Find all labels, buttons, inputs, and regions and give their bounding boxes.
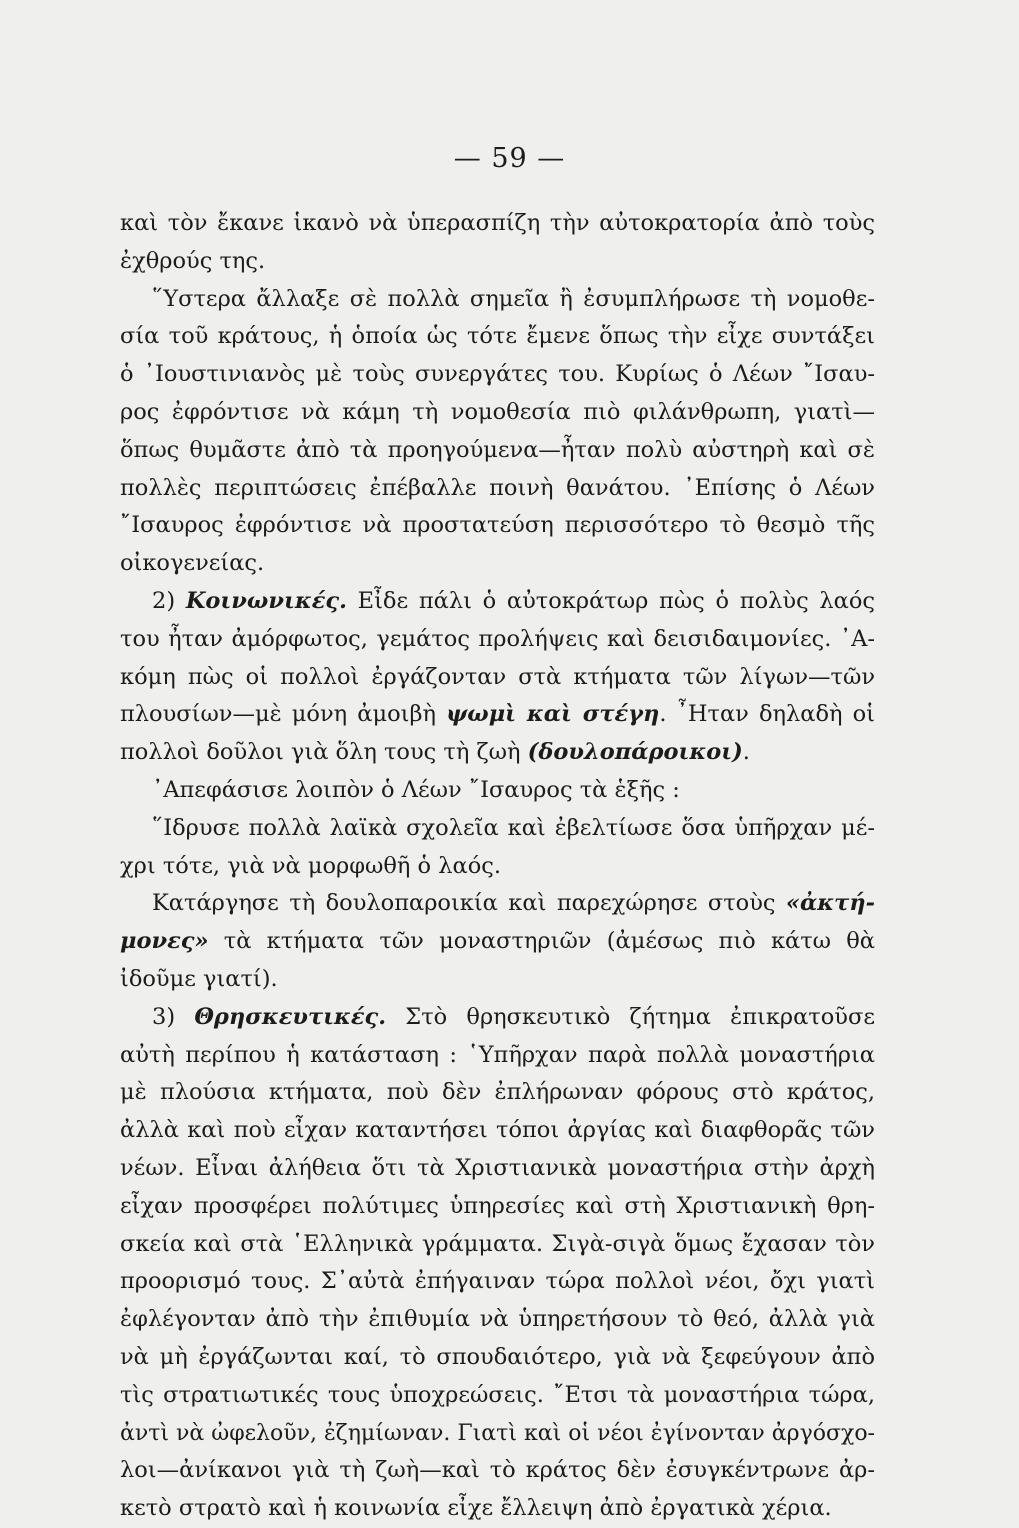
body-text [120,205,875,1528]
text-line [120,1150,875,1188]
text-run: ἀντὶ νὰ ὠφελοῦν, ἐζημίωναν. Γιατὶ καὶ οἱ νέοι ἐγίνονταν ἀργόσχο- [120,1420,875,1446]
text-run: 3) [152,1003,195,1030]
text-line [120,507,875,545]
text-run: ὁ ᾽Ιουστινιανὸς μὲ τοὺς συνεργάτες του. Κυρίως ὁ Λέων ῎Ισαυ- [120,361,875,388]
text-line [120,659,875,697]
text-run: ῞Υστερα ἄλλαξε σὲ πολλὰ σημεῖα ἢ ἐσυμπλήρωσε τὴ νομοθε- [152,285,875,312]
text-run: εἶχαν προσφέρει πολύτιμες ὑπηρεσίες καὶ στὴ Χριστιανικὴ θρη- [120,1192,875,1219]
text-line [120,923,875,961]
text-line [120,1339,875,1377]
text-run: ἐχθρούς της. [120,247,266,274]
text-line [120,1188,875,1226]
text-run: ῞Ιδρυσε πολλὰ λαϊκὰ σχολεῖα καὶ ἐβελτίωσε ὅσα ὑπῆρχαν μέ- [152,814,875,841]
text-line [120,734,875,772]
text-line [120,1074,875,1112]
text-line [120,1377,875,1415]
text-run: λοι—ἀνίκανοι γιὰ τὴ ζωὴ—καὶ τὸ κράτος δὲν ἐσυγκέντρωνε ἀρ- [120,1457,875,1484]
text-line [120,810,875,848]
text-run: πολλὲς περιπτώσεις ἐπέβαλλε ποινὴ θανάτου. ᾽Επίσης ὁ Λέων [120,474,875,501]
text-run: . [742,739,750,766]
text-run: ἐφλέγονταν ἀπὸ τὴν ἐπιθυμία νὰ ὑπηρετήσουν τὸ θεό, ἀλλὰ γιὰ [120,1306,875,1333]
page-number: — 59 — [453,143,566,174]
emphasis-text: ψωμὶ καὶ στέγη [446,701,660,728]
text-line [120,848,875,886]
text-line [120,318,875,356]
text-run: σκεία καὶ στὰ ῾Ελληνικὰ γράμματα. Σιγὰ-σιγὰ ὅμως ἔχασαν τὸν [120,1230,875,1257]
text-line [120,432,875,470]
text-run: Εἶδε πάλι ὁ αὐτοκράτωρ πὼς ὁ πολὺς λαός [346,587,876,614]
text-line [120,1490,875,1528]
text-run: κόμη πὼς οἱ πολλοὶ ἐργάζονταν στὰ κτήματα τῶν λίγων—τῶν [120,663,875,690]
text-run: κετὸ στρατὸ καὶ ἡ κοινωνία εἶχε ἔλλειψη ἀπὸ ἐργατικὰ χέρια. [120,1495,832,1522]
text-run: νὰ μὴ ἐργάζωνται καί, τὸ σπουδαιότερο, γιὰ νὰ ξεφεύγουν ἀπὸ [120,1343,875,1370]
text-line [120,205,875,243]
text-run: ᾽Απεφάσισε λοιπὸν ὁ Λέων ῎Ισαυρος τὰ ἑξῆς : [152,776,680,803]
text-run: Κατάργησε τὴ δουλοπαροικία καὶ παρεχώρησε στοὺς [152,890,786,917]
text-run: Στὸ θρησκευτικὸ ζήτημα ἐπικρατοῦσε [386,1003,875,1030]
text-run: ῎Ισαυρος ἐφρόντισε νὰ προστατεύση περισσότερο τὸ θεσμὸ τῆς [120,512,875,539]
text-run: ἰδοῦμε γιατί). [120,965,278,992]
text-run: ρος ἐφρόντισε νὰ κάμη τὴ νομοθεσία πιὸ φιλάνθρωπη, γιατὶ— [120,398,875,425]
text-run: καὶ τὸν ἔκανε ἱκανὸ νὰ ὑπερασπίζη τὴν αὐτοκρατορία ἀπὸ τοὺς [120,210,875,236]
emphasis-text: Κοινωνικές. [185,587,347,614]
text-line [120,583,875,621]
text-run: προορισμό τους. Σ᾽αὐτὰ ἐπήγαιναν τώρα πολλοὶ νέοι, ὄχι γιατὶ [120,1268,875,1295]
text-line [120,1415,875,1453]
text-line [120,1301,875,1339]
emphasis-text: Θρησκευτικές. [194,1003,387,1030]
text-line [120,621,875,659]
text-run: ὅπως θυμᾶστε ἀπὸ τὰ προηγούμενα—ἦταν πολὺ αὐστηρὴ καὶ σὲ [120,436,875,463]
text-run: 2) [152,587,186,614]
text-line [120,1452,875,1490]
text-run: του ἦταν ἀμόρφωτος, γεμάτος προλήψεις καὶ δεισιδαιμονίες. ᾽Α- [120,625,875,652]
text-run: πολλοὶ δοῦλοι γιὰ ὅλη τους τὴ ζωὴ [120,739,528,766]
text-line [120,1037,875,1075]
emphasis-text: μονες» [120,928,209,955]
text-line [120,1112,875,1150]
text-run: νέων. Εἶναι ἀλήθεια ὅτι τὰ Χριστιανικὰ μοναστήρια στὴν ἀρχὴ [120,1154,875,1181]
text-line [120,961,875,999]
text-run: σία τοῦ κράτους, ἡ ὁποία ὡς τότε ἔμενε ὅπως τὴν εἶχε συντάξει [120,323,875,350]
text-run: αὐτὴ περίπου ἡ κατάσταση : ῾Υπῆρχαν παρὰ πολλὰ μοναστήρια [120,1041,875,1068]
text-run: χρι τότε, γιὰ νὰ μορφωθῆ ὁ λαός. [120,852,502,879]
text-line [120,281,875,319]
text-line [120,356,875,394]
emphasis-text: (δουλοπάροικοι) [527,739,743,766]
text-run: πλουσίων—μὲ μόνη ἀμοιβὴ [120,701,447,728]
text-line [120,1226,875,1264]
text-line [120,772,875,810]
text-run: οἰκογενείας. [120,550,265,577]
text-line [120,1263,875,1301]
text-run: ἀλλὰ καὶ ποὺ εἶχαν καταντήσει τόποι ἀργίας καὶ διαφθορᾶς τῶν [120,1117,875,1144]
text-line [120,470,875,508]
text-run: . ῏Ηταν δηλαδὴ οἱ [659,701,875,728]
text-run: τὶς στρατιωτικές τους ὑποχρεώσεις. ῎Ετσι τὰ μοναστήρια τώρα, [120,1381,875,1408]
text-line [120,545,875,583]
text-line [120,696,875,734]
text-run: τὰ κτήματα τῶν μοναστηριῶν (ἀμέσως πιὸ κάτω θὰ [208,928,875,955]
text-line [120,394,875,432]
text-line [120,999,875,1037]
text-line [120,243,875,281]
text-run: μὲ πλούσια κτήματα, ποὺ δὲν ἐπλήρωναν φόρους στὸ κράτος, [120,1079,875,1106]
emphasis-text: «ἀκτή- [785,890,875,917]
text-line [120,885,875,923]
